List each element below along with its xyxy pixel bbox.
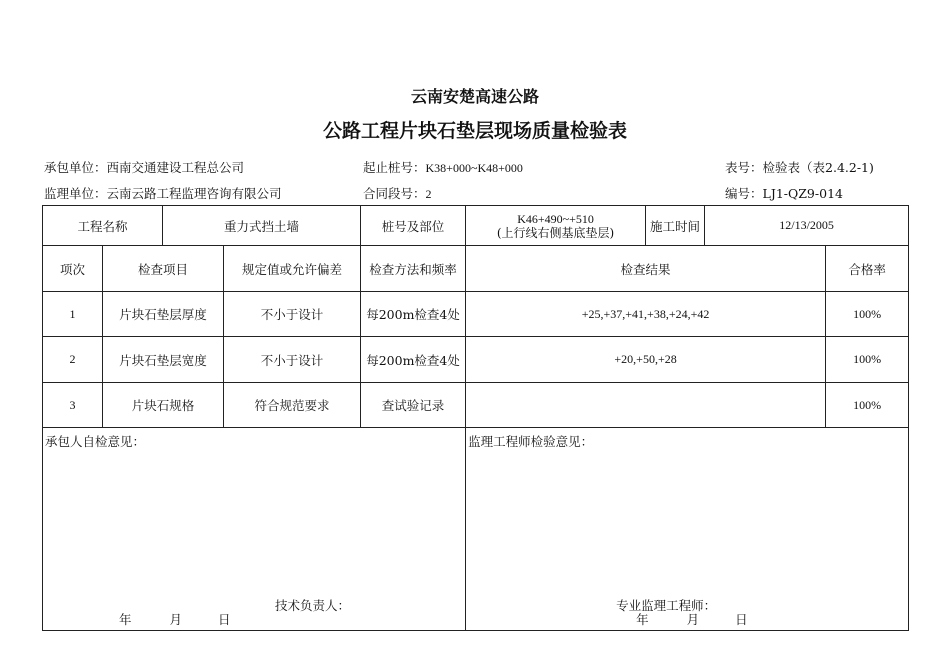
col-item: 检查项目 — [103, 246, 224, 292]
contractor-opinion-label: 承包人自检意见： — [45, 434, 146, 449]
serial-number: 编号：LJ1-QZ9-014 — [725, 186, 843, 201]
supervisor-signature-label: 专业监理工程师： — [616, 598, 717, 613]
supervisor-info: 监理单位：云南云路工程监理咨询有限公司 — [44, 186, 282, 201]
table-row — [43, 292, 909, 337]
row-result — [466, 383, 826, 428]
row-item: 片块石规格 — [103, 383, 224, 428]
info-row — [43, 206, 909, 246]
row-item: 片块石垫层宽度 — [103, 337, 224, 383]
construct-time-label: 施工时间 — [646, 206, 705, 246]
row-result: +25,+37,+41,+38,+24,+42 — [466, 292, 826, 337]
row-rate: 100% — [826, 337, 909, 383]
project-name: 重力式挡土墙 — [163, 206, 361, 246]
supervisor-opinion-box — [466, 428, 909, 631]
form-title: 公路工程片块石垫层现场质量检验表 — [322, 120, 627, 142]
supervisor-opinion-label: 监理工程师检验意见： — [468, 434, 594, 449]
col-method: 检查方法和频率 — [361, 246, 466, 292]
row-method: 每200m检查4处 — [361, 292, 466, 337]
construct-time: 12/13/2005 — [705, 206, 909, 246]
row-no: 1 — [43, 292, 103, 337]
col-rate: 合格率 — [826, 246, 909, 292]
remarks-row — [43, 428, 909, 631]
column-header-row — [43, 246, 909, 292]
form-number: 表号：检验表（表2.4.2-1) — [725, 160, 874, 175]
col-result: 检查结果 — [466, 246, 826, 292]
row-spec: 不小于设计 — [224, 292, 361, 337]
col-no: 项次 — [43, 246, 103, 292]
contract-info: 合同段号：2 — [363, 186, 432, 201]
contractor-opinion-box — [43, 428, 466, 631]
location-value: K46+490~+510 (上行线右侧基底垫层) — [466, 206, 646, 246]
inspection-table — [42, 205, 909, 631]
row-rate: 100% — [826, 383, 909, 428]
row-rate: 100% — [826, 292, 909, 337]
row-no: 3 — [43, 383, 103, 428]
row-spec: 不小于设计 — [224, 337, 361, 383]
row-method: 查试验记录 — [361, 383, 466, 428]
table-row — [43, 337, 909, 383]
tech-lead-signature-label: 技术负责人： — [275, 598, 351, 613]
contractor-date: 年 月 日 — [119, 612, 231, 627]
contractor-info: 承包单位：西南交通建设工程总公司 — [44, 160, 245, 175]
location-label: 桩号及部位 — [361, 206, 466, 246]
row-result: +20,+50,+28 — [466, 337, 826, 383]
row-spec: 符合规范要求 — [224, 383, 361, 428]
row-method: 每200m检查4处 — [361, 337, 466, 383]
col-spec: 规定值或允许偏差 — [224, 246, 361, 292]
station-info: 起止桩号：K38+000~K48+000 — [363, 160, 523, 175]
row-no: 2 — [43, 337, 103, 383]
org-title: 云南安楚高速公路 — [410, 87, 539, 106]
supervisor-date: 年 月 日 — [636, 612, 748, 627]
row-item: 片块石垫层厚度 — [103, 292, 224, 337]
table-row — [43, 383, 909, 428]
project-label: 工程名称 — [43, 206, 163, 246]
